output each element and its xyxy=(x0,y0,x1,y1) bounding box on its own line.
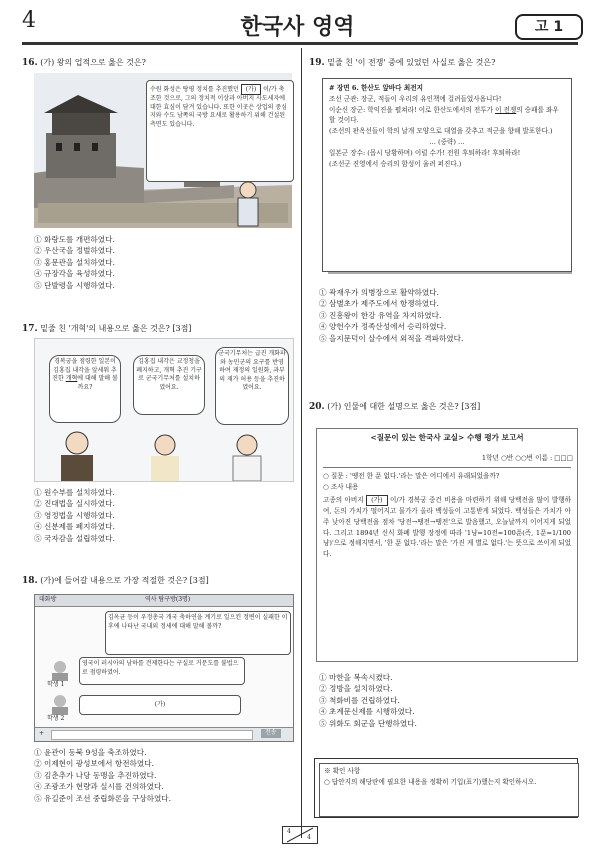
notice-title: ※ 확인 사항 xyxy=(324,767,361,775)
q16-number: 16. xyxy=(22,58,38,68)
q18-options xyxy=(34,747,294,804)
q18-plus-icon[interactable]: + xyxy=(39,730,45,737)
footer-page: 4 xyxy=(287,828,291,835)
q16-option-3[interactable]: ③ 홍문관을 설치하였다. xyxy=(34,257,115,267)
q20-option-5[interactable]: ⑤ 위화도 회군을 단행하였다. xyxy=(319,718,417,728)
q19-option-3[interactable]: ③ 진흥왕이 한강 유역을 차지하였다. xyxy=(319,310,442,320)
q17-bubble1-post: 에 대해 말해 볼까요? xyxy=(77,375,118,391)
q20-body xyxy=(323,495,571,560)
grade-badge: 고 1 xyxy=(515,14,583,40)
q19-option-2[interactable]: ② 삼별초가 제주도에서 항쟁하였다. xyxy=(319,299,439,309)
q18-option-5[interactable]: ⑤ 유길준이 조선 중립화론을 구상하였다. xyxy=(34,793,172,803)
q16-blank: (가) xyxy=(241,84,261,95)
notice-text: ○ 답안지의 해당란에 필요한 내용을 정확히 기입(표기)했는지 확인하시오. xyxy=(324,777,537,786)
q19-line2-underline: 이 전쟁 xyxy=(495,105,517,114)
footer-total: 4 xyxy=(307,834,311,841)
q20-divider xyxy=(323,467,571,468)
q20-body-pre: 고종의 아버지 xyxy=(323,496,364,504)
q17-option-4[interactable]: ④ 신분제를 폐지하였다. xyxy=(34,522,115,532)
q19-line3: (조선의 판옥선들이 학의 날개 모양으로 대열을 갖추고 적군을 향해 발포한다.) xyxy=(329,127,553,136)
q18-title xyxy=(22,575,297,587)
q18-tab[interactable]: 대화방 xyxy=(39,596,57,603)
q17-bubble-student2: 군국기무처는 급진 개화파와 농민군의 요구를 반영하여 재정의 일원화, 과부의 재가 허용 등을 추진하였어요. xyxy=(215,347,289,425)
q19-prompt: 밑줄 친 '이 전쟁' 중에 있었던 사실로 옳은 것은? xyxy=(327,58,496,67)
q20-option-3[interactable]: ③ 척화비를 건립하였다. xyxy=(319,695,400,705)
q19-line4: 일본군 장수: (몹시 당황하며) 이럴 수가! 전원 후퇴하라! 후퇴하라! xyxy=(329,148,521,157)
q18-student2-label: 학생 2 xyxy=(47,715,65,722)
q17-bubble-teacher xyxy=(49,355,121,423)
q19-option-4[interactable]: ④ 양헌수가 정족산성에서 승리하였다. xyxy=(319,322,447,332)
q20-option-4[interactable]: ④ 초계문신제를 시행하였다. xyxy=(319,707,415,717)
q19-script xyxy=(322,78,572,272)
q19-line2-pre: 이순신 장군: 학익진을 펼쳐라! 이로 한산도에서의 전투가 xyxy=(329,105,493,114)
q20-report-title: <질문이 있는 한국사 교실> 수행 평가 보고서 xyxy=(370,433,524,442)
q20-options xyxy=(319,672,584,729)
q16-option-5[interactable]: ⑤ 단발령을 시행하였다. xyxy=(34,280,115,290)
q17-people-icon xyxy=(35,421,293,481)
q18-msg-student2: (가) xyxy=(79,695,241,715)
q20-number: 20. xyxy=(309,402,325,412)
q20-content-label: ○ 조사 내용 xyxy=(323,483,359,491)
q18-chat-header xyxy=(35,595,293,607)
q17-number: 17. xyxy=(22,324,38,334)
q17-option-3[interactable]: ③ 영정법을 시행하였다. xyxy=(34,510,115,520)
column-divider xyxy=(301,48,302,838)
q17-options xyxy=(34,487,294,544)
q16-caption-pre: 수원 화성은 탕평 정치를 추진했던 xyxy=(150,86,239,93)
q17-option-2[interactable]: ② 진대법을 실시하였다. xyxy=(34,499,115,509)
q16-options xyxy=(34,234,294,291)
q19-option-5[interactable]: ⑤ 을지문덕이 살수에서 외적을 격파하였다. xyxy=(319,333,464,343)
exam-title: 한국사 영역 xyxy=(240,15,355,40)
page-number: 4 xyxy=(22,8,36,33)
student1-avatar-icon xyxy=(49,659,71,681)
q19-line5: (조선군 진영에서 승리의 함성이 울려 퍼진다.) xyxy=(329,159,462,168)
q20-prompt: (가) 인물에 대한 설명으로 옳은 것은? [3점] xyxy=(327,402,481,411)
q17-bubble1-pre: 경복궁을 점령한 일본이 김홍집 내각을 앞세워 추진한 xyxy=(52,358,117,383)
q16-caption-box xyxy=(146,80,294,182)
q18-option-3[interactable]: ③ 김춘추가 나당 동맹을 추진하였다. xyxy=(34,770,157,780)
q17-title xyxy=(22,323,297,335)
q16-prompt: (가) 왕의 업적으로 옳은 것은? xyxy=(40,58,146,67)
q18-student1-label: 학생 1 xyxy=(47,681,65,688)
q19-line1: 조선 군관: 장군, 적들이 우리의 유인책에 걸려들었사옵니다! xyxy=(329,94,502,103)
notice-inner xyxy=(319,763,579,817)
q18-number: 18. xyxy=(22,576,38,586)
q19-number: 19. xyxy=(309,58,325,68)
q20-blank: (가) xyxy=(366,495,388,506)
notice-box xyxy=(314,758,578,818)
q17-bubble-student1: 김홍집 내각은 교정청을 폐지하고, 개혁 추진 기구로 군국기무처를 설치하였어요. xyxy=(133,355,205,415)
q17-illustration xyxy=(34,338,294,482)
q19-scene: # 장면 6. 한산도 앞바다 최전지 xyxy=(329,84,423,92)
q20-body-post: 이/가 경복궁 중건 비용을 마련하기 위해 당백전을 많이 발행하여, 돈의 가치가 떨어지고 물가가 올라 백성들이 고통받게 되었다. 백성들은 가치가 아주 낮아진 당백전을 점차 '당전→땡전→땡전'으로 발음했고, 오늘날까지 이어지게 되었다. 그리고 1894년 신식 화폐 발행 장정에 따라 '1냥=10전=100푼(즉, 1푼=1/100냥)'으로 정해지면서, '한 푼 없다.'라는 말은 '가진 게 별로 없다.'는 뜻으로 쓰이게 되었다. xyxy=(323,496,571,559)
q17-prompt: 밑줄 친 '개혁'의 내용으로 옳은 것은? [3점] xyxy=(40,324,192,333)
q16-title xyxy=(22,57,297,69)
q18-msg-student1: 영국이 러시아의 남하를 견제한다는 구실로 거문도를 불법으로 점령하였어. xyxy=(79,657,245,685)
q18-chat-window xyxy=(34,594,294,742)
q18-room-name: 역사 탐구방(3명) xyxy=(145,596,191,603)
q18-msg-teacher: 김옥균 등이 우정총국 개국 축하연을 계기로 일으킨 정변이 실패한 이후에 나타난 국내외 정세에 대해 말해 볼까? xyxy=(105,611,291,655)
q20-option-2[interactable]: ② 정방을 설치하였다. xyxy=(319,684,393,694)
q16-option-2[interactable]: ② 우산국을 정벌하였다. xyxy=(34,246,115,256)
q19-title xyxy=(309,57,584,69)
q19-mid: … (중략) … xyxy=(429,137,465,146)
q16-caption-post: 이/가 축조한 것으로, 그의 정치적 이상과 아버지 사도세자에 대한 효심이 담겨 있습니다. 또한 이곳은 상업의 중심지와 수도 남쪽의 국방 요새로 활용하기 위해 건설된 측면도 있습니다. xyxy=(150,86,287,128)
q20-title xyxy=(309,401,584,413)
q19-option-1[interactable]: ① 곽재우가 의병장으로 활약하였다. xyxy=(319,288,439,297)
q18-option-4[interactable]: ④ 조광조가 현량과 실시를 건의하였다. xyxy=(34,782,164,792)
q17-bubble1-underline: 개혁 xyxy=(65,375,78,383)
q17-option-1[interactable]: ① 원수부를 설치하였다. xyxy=(34,488,115,497)
q18-message-input[interactable] xyxy=(51,730,253,740)
q17-option-5[interactable]: ⑤ 국자감을 설립하였다. xyxy=(34,533,115,543)
q16-option-1[interactable]: ① 화랑도를 개편하였다. xyxy=(34,235,115,244)
q18-send-button[interactable]: 전송 xyxy=(261,729,281,738)
q18-input-bar xyxy=(35,727,293,741)
q19-line2-post: 의 승패를 좌우할 것이다. xyxy=(329,105,559,125)
footer-page-box xyxy=(282,826,318,844)
q20-option-1[interactable]: ① 마한을 복속시켰다. xyxy=(319,673,393,682)
q16-option-4[interactable]: ④ 규장각을 육성하였다. xyxy=(34,269,115,279)
q19-options xyxy=(319,287,584,344)
q18-prompt: (가)에 들어갈 내용으로 가장 적절한 것은? [3점] xyxy=(40,576,209,585)
teacher-icon xyxy=(228,180,268,228)
header-rule xyxy=(22,42,578,45)
q20-report xyxy=(316,428,578,662)
q20-student-info: 1학년 ○반 ○○번 이름 : □□□ xyxy=(481,454,573,462)
teacher-figure xyxy=(228,180,268,228)
q18-option-2[interactable]: ② 이제현이 광성보에서 항전하였다. xyxy=(34,759,154,769)
q20-question: ○ 질문 : '땡전 한 푼 없다.'라는 말은 어디에서 유래되었을까? xyxy=(323,472,500,480)
q19-line2 xyxy=(329,105,565,127)
q18-option-1[interactable]: ① 윤관이 동북 9성을 축조하였다. xyxy=(34,748,147,757)
student2-avatar-icon xyxy=(49,693,71,715)
